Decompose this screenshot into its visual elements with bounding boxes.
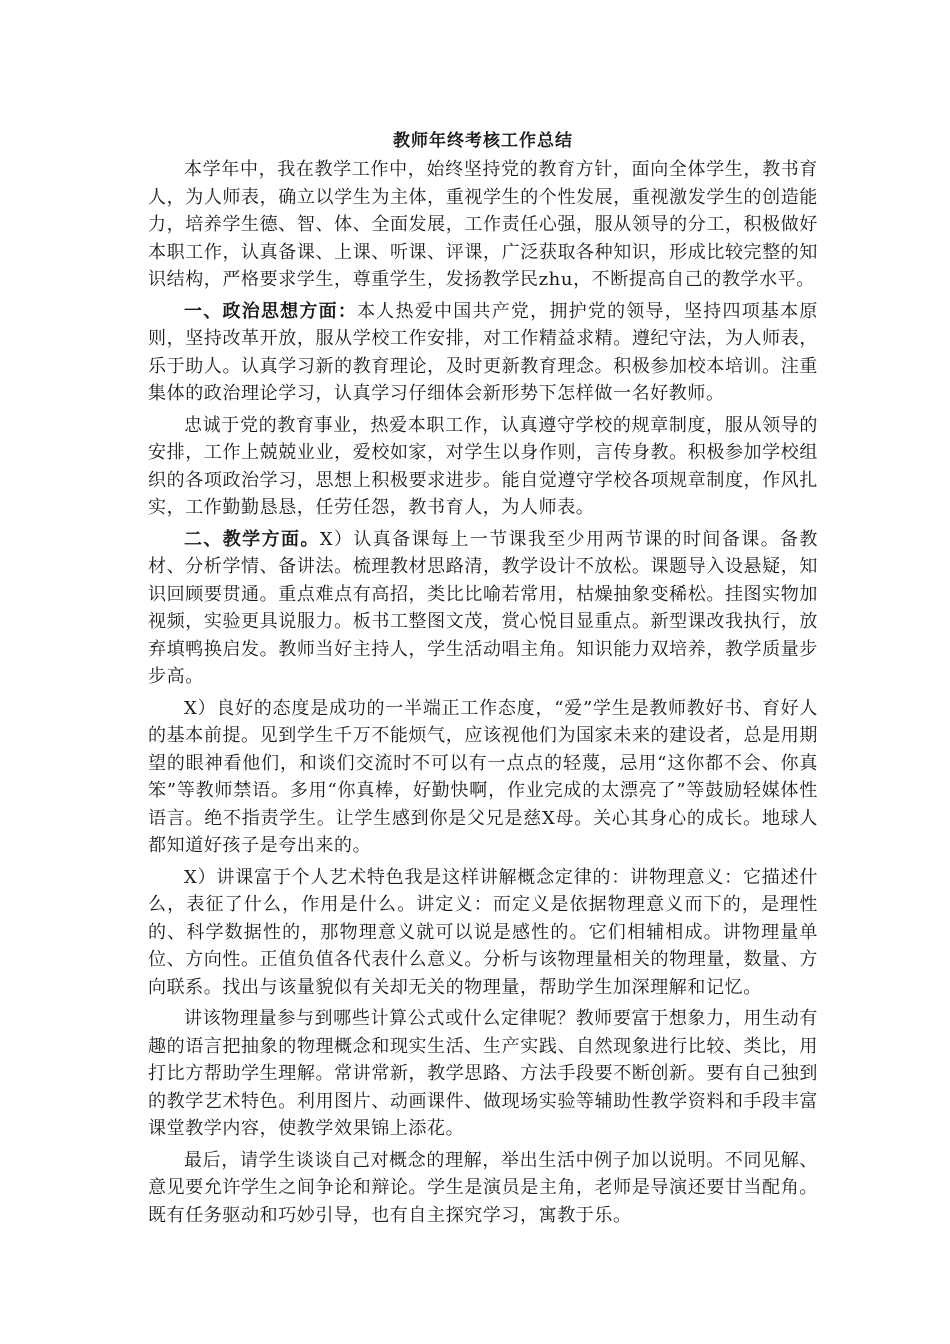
document-title: 教师年终考核工作总结 (393, 131, 573, 151)
paragraph-art (148, 864, 818, 1002)
section-heading-teaching: 二、教学方面。 (184, 528, 320, 550)
document-page (148, 126, 818, 1233)
paragraph-text: 本学年中，我在教学工作中，始终坚持党的教育方针，面向全体学生，教书育人，为人师表，确立以学生为主体，重视学生的个性发展，重视激发学生的创造能力，培养学生德、智、体、全面发展，工作责任心强，服从领导的分工，积极做好本职工作，认真备课、上课、听课、评课，广泛获取各种知识，形成比较完整的知识结构，严格要求学生，尊重学生，发扬教学民zhu，不断提高自己的教学水平。 (148, 159, 818, 290)
paragraph-attitude (148, 695, 818, 860)
paragraph-text: 讲该物理量参与到哪些计算公式或什么定律呢？教师要富于想象力，用生动有趣的语言把抽象的物理概念和现实生活、生产实践、自然现象进行比较、类比，用打比方帮助学生理解。常讲常新，教学思路、方法手段要不断创新。要有自己独到的教学艺术特色。利用图片、动画课件、做现场实验等辅助性教学资料和手段丰富课堂教学内容，使教学效果锦上添花。 (148, 1008, 818, 1139)
section-heading-political: 一、政治思想方面： (184, 300, 358, 322)
paragraph-final (148, 1147, 818, 1230)
paragraph-formula (148, 1005, 818, 1143)
paragraph-intro (148, 156, 818, 294)
paragraph-text: 最后，请学生谈谈自己对概念的理解，举出生活中例子加以说明。不同见解、意见要允许学生之间争论和辩论。学生是演员是主角，老师是导演还要甘当配角。既有任务驱动和巧妙引导，也有自主探究学习，寓教于乐。 (148, 1149, 818, 1226)
paragraph-text: X）讲课富于个人艺术特色我是这样讲解概念定律的：讲物理意义：它描述什么，表征了什么，作用是什么。讲定义：而定义是依据物理意义而下的，是理性的、科学数据性的，那物理意义就可以说是感性的。它们相辅相成。讲物理量单位、方向性。正值负值各代表什么意义。分析与该物理量相关的物理量，数量、方向联系。找出与该量貌似有关却无关的物理量，帮助学生加深理解和记忆。 (148, 866, 818, 998)
paragraph-political (148, 298, 818, 408)
paragraph-text: X）良好的态度是成功的一半端正工作态度，“爱”学生是教师教好书、育好人的基本前提。见到学生千万不能烦气，应该视他们为国家未来的建设者，总是用期望的眼神看他们，和谈们交流时不可以有一点点的轻蔑，忌用“这你都不会、你真笨”等教师禁语。多用“你真棒，好勤快啊，作业完成的太漂亮了”等鼓励轻媒体性语言。绝不指责学生。让学生感到你是父兄是慈X母。关心其身心的成长。地球人都知道好孩子是夸出来的。 (148, 697, 818, 856)
paragraph-text: 忠诚于党的教育事业，热爱本职工作，认真遵守学校的规章制度，服从领导的安排，工作上兢兢业业，爱校如家，对学生以身作则，言传身教。积极参加学校组织的各项政治学习，思想上积极要求进步。能自觉遵守学校各项规章制度，作风扎实，工作勤勤恳恳，任劳任怨，教书育人，为人师表。 (148, 414, 818, 518)
paragraph-loyalty (148, 412, 818, 522)
paragraph-text: 本人热爱中国共产党，拥护党的领导，坚持四项基本原则，坚持改革开放，服从学校工作安排，对工作精益求精。遵纪守法，为人师表，乐于助人。认真学习新的教育理论，及时更新教育理念。积极参加校本培训。注重集体的政治理论学习，认真学习仔细体会新形势下怎样做一名好教师。 (148, 300, 818, 404)
paragraph-text: X）认真备课每上一节课我至少用两节课的时间备课。备教材、分析学情、备讲法。梳理教材思路清，教学设计不放松。课题导入设悬疑，知识回顾要贯通。重点难点有高招，类比比喻若常用，枯燥抽象变稀松。挂图实物加视频，实验更具说服力。板书工整图文茂，赏心悦目显重点。新型课改我执行，放弃填鸭换启发。教师当好主持人，学生活动唱主角。知识能力双培养，教学质量步步高。 (148, 528, 818, 687)
paragraph-teaching (148, 526, 818, 691)
